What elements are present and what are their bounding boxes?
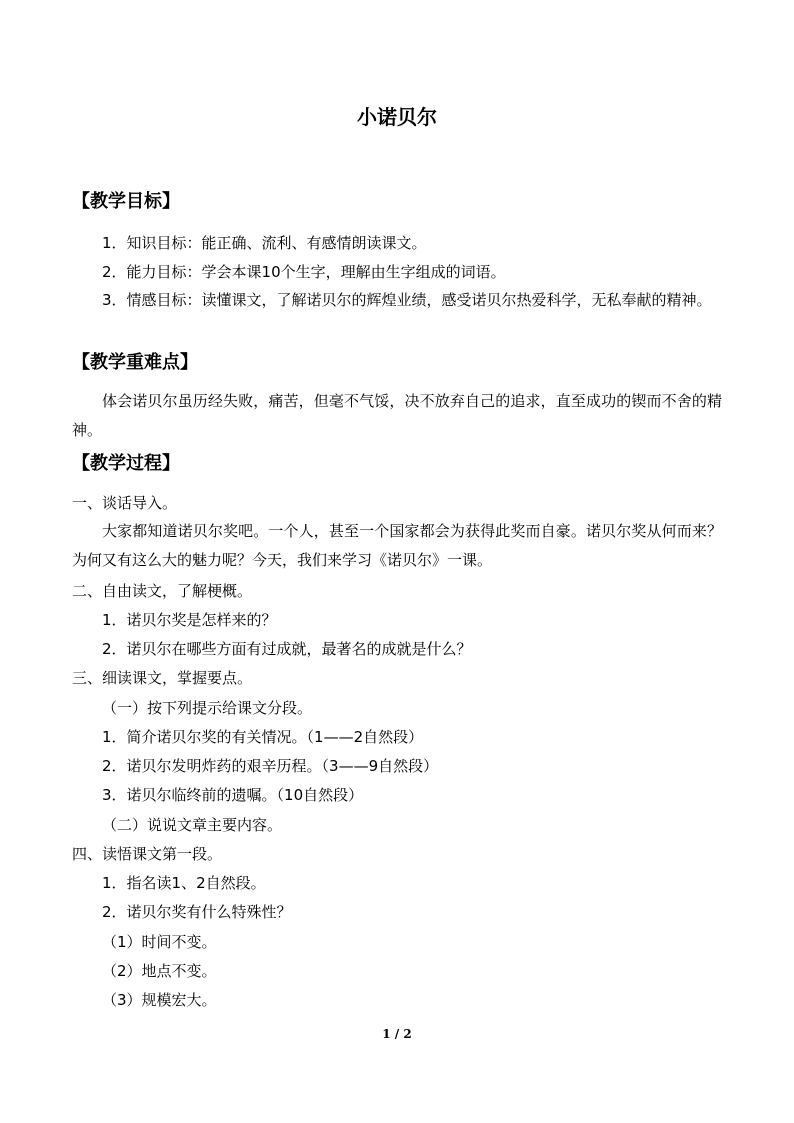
- goal-item-knowledge: 1．知识目标：能正确、流利、有感情朗读课文。: [102, 234, 427, 252]
- process-step-4-item: 2．诺贝尔奖有什么特殊性？: [102, 903, 292, 921]
- document-title: 小诺贝尔: [357, 105, 437, 129]
- process-step-3-item: 3．诺贝尔临终前的遗嘱。（10自然段）: [102, 786, 364, 804]
- process-step-1-title: 一、谈话导入。: [72, 494, 178, 512]
- process-step-4-title: 四、读悟课文第一段。: [72, 845, 223, 863]
- goal-item-ability: 2．能力目标：学会本课10个生字，理解由生字组成的词语。: [102, 263, 506, 281]
- process-step-4-sub-item: （1）时间不变。: [102, 933, 217, 951]
- process-step-2-item: 1．诺贝尔奖是怎样来的？: [102, 611, 277, 629]
- key-points-text: 体会诺贝尔虽历经失败，痛苦，但毫不气馁，决不放弃自己的追求，直至成功的锲而不舍的精神。: [72, 392, 722, 439]
- process-step-3-subheading: （二）说说文章主要内容。: [102, 816, 283, 834]
- process-step-3-subheading: （一）按下列提示给课文分段。: [102, 699, 313, 717]
- process-step-2-title: 二、自由读文，了解梗概。: [72, 582, 253, 600]
- process-step-4-sub-item: （3）规模宏大。: [102, 991, 217, 1009]
- process-step-3-item: 2．诺贝尔发明炸药的艰辛历程。（3——9自然段）: [102, 757, 439, 775]
- section-heading-key-points: 【教学重难点】: [72, 352, 198, 373]
- process-step-3-item: 1．简介诺贝尔奖的有关情况。（1——2自然段）: [102, 728, 424, 746]
- section-heading-process: 【教学过程】: [72, 453, 180, 474]
- page-number: 1 / 2: [382, 1027, 412, 1041]
- goal-item-emotion: 3．情感目标：读懂课文，了解诺贝尔的辉煌业绩，感受诺贝尔热爱科学，无私奉献的精神。: [102, 291, 712, 309]
- process-step-3-title: 三、细读课文，掌握要点。: [72, 669, 253, 687]
- process-step-1-text: 大家都知道诺贝尔奖吧。一个人，甚至一个国家都会为获得此奖而自豪。诺贝尔奖从何而来？为何又有这么大的魅力呢？今天，我们来学习《诺贝尔》一课。: [72, 522, 722, 569]
- process-step-4-item: 1．指名读1、2自然段。: [102, 874, 266, 892]
- process-step-2-item: 2．诺贝尔在哪些方面有过成就，最著名的成就是什么？: [102, 640, 472, 658]
- section-heading-goals: 【教学目标】: [72, 191, 180, 212]
- process-step-4-sub-item: （2）地点不变。: [102, 962, 217, 980]
